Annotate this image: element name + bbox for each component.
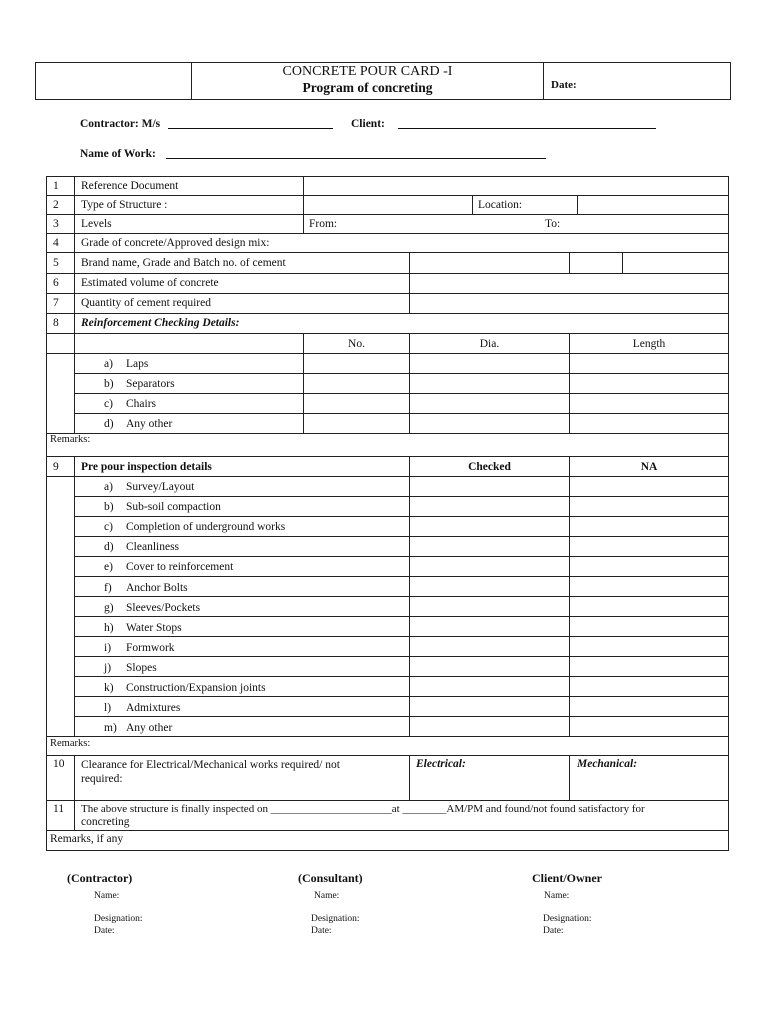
client-date-label: Date: — [543, 926, 564, 936]
hline — [46, 433, 729, 434]
reinforcement-item-letter: a) — [104, 358, 113, 370]
row-number: 3 — [53, 218, 59, 230]
hline — [74, 716, 729, 717]
remarks-if-any-label: Remarks, if any — [50, 833, 124, 845]
inspection-item-letter: h) — [104, 621, 114, 634]
contractor-designation-label: Designation: — [94, 914, 143, 924]
col-header-dia: Dia. — [479, 338, 500, 350]
num-col-divider — [74, 755, 75, 830]
concrete-volume-label: Estimated volume of concrete — [81, 277, 219, 289]
inspection-item-label: Cover to reinforcement — [126, 561, 234, 574]
inspection-item-label: Survey/Layout — [126, 481, 195, 493]
reinforcement-item-letter: c) — [104, 398, 113, 410]
vline — [409, 755, 410, 800]
cement-quantity-label: Quantity of cement required — [81, 297, 211, 309]
inspection-item-letter: j) — [104, 661, 112, 674]
hline — [46, 800, 729, 801]
hline — [74, 656, 729, 657]
hline — [46, 353, 729, 354]
inspection-item-letter: g) — [104, 601, 114, 614]
contractor-field[interactable] — [168, 128, 333, 129]
reinforcement-item-label: Chairs — [126, 398, 157, 410]
electrical-label: Electrical: — [416, 758, 466, 770]
levels-label: Levels — [81, 218, 112, 230]
reference-document-label: Reference Document — [81, 180, 179, 192]
clearance-label: Clearance for Electrical/Mechanical works required/ not — [81, 759, 340, 771]
inspection-item-letter: f) — [104, 581, 112, 594]
hline — [46, 456, 729, 457]
consultant-name-label: Name: — [314, 891, 340, 901]
contractor-signature-heading: (Contractor) — [67, 871, 133, 885]
name-of-work-field[interactable] — [166, 158, 546, 159]
table-left-border — [46, 176, 47, 850]
hline — [46, 755, 729, 756]
inspection-item-letter: a) — [104, 481, 113, 493]
client-field[interactable] — [398, 128, 656, 129]
vline — [303, 176, 304, 233]
remarks-label: Remarks: — [50, 738, 91, 749]
contractor-date-label: Date: — [94, 926, 115, 936]
inspection-item-letter: i) — [104, 641, 112, 654]
row-number: 1 — [53, 180, 59, 192]
hline — [46, 176, 729, 177]
hline — [74, 596, 729, 597]
vline — [569, 755, 570, 800]
client-name-label: Name: — [544, 891, 570, 901]
inspection-item-label: Completion of underground works — [126, 521, 286, 534]
consultant-signature-heading: (Consultant) — [298, 871, 363, 885]
num-col-divider — [74, 456, 75, 736]
row-number: 9 — [53, 461, 59, 473]
hline — [46, 313, 729, 314]
inspection-item-letter: k) — [104, 682, 114, 694]
header-divider-2 — [543, 62, 544, 99]
contractor-label: Contractor: M/s — [80, 118, 161, 130]
hline — [74, 373, 729, 374]
hline — [74, 576, 729, 577]
vline — [472, 195, 473, 214]
pre-pour-heading: Pre pour inspection details — [81, 461, 212, 473]
inspection-item-label: Sub-soil compaction — [126, 501, 221, 514]
inspection-item-letter: c) — [104, 521, 113, 534]
hline — [46, 830, 729, 831]
inspection-item-letter: e) — [104, 561, 113, 574]
inspection-item-letter: m) — [104, 722, 117, 735]
reinforcement-item-letter: b) — [104, 378, 114, 390]
clearance-label-cont: required: — [81, 773, 123, 785]
inspection-item-label: Construction/Expansion joints — [126, 682, 266, 694]
final-inspection-text-cont: concreting — [81, 816, 130, 828]
vline — [622, 252, 623, 273]
reinforcement-item-letter: d) — [104, 418, 114, 430]
checked-header: Checked — [468, 461, 511, 473]
hline — [74, 496, 729, 497]
reinforcement-item-label: Any other — [126, 418, 173, 430]
page-title: CONCRETE POUR CARD -I — [282, 64, 453, 79]
client-designation-label: Designation: — [543, 914, 592, 924]
reinforcement-item-label: Separators — [126, 378, 175, 390]
vline — [569, 252, 570, 273]
hline — [74, 413, 729, 414]
col-header-no: No. — [348, 338, 365, 350]
hline — [74, 696, 729, 697]
row-number: 5 — [53, 257, 59, 269]
inspection-item-letter: b) — [104, 501, 114, 514]
client-signature-heading: Client/Owner — [532, 871, 602, 885]
date-label: Date: — [551, 79, 577, 91]
levels-from-label: From: — [309, 218, 338, 230]
row-number: 2 — [53, 199, 59, 211]
reinforcement-item-label: Laps — [126, 358, 149, 370]
inspection-item-label: Anchor Bolts — [126, 581, 188, 594]
cement-brand-label: Brand name, Grade and Batch no. of cement — [81, 257, 286, 269]
hline — [46, 333, 729, 334]
hline — [46, 252, 729, 253]
na-header: NA — [640, 461, 658, 473]
vline — [409, 252, 410, 313]
consultant-designation-label: Designation: — [311, 914, 360, 924]
final-inspection-text: The above structure is finally inspected on ______________________at ________AM/PM and found/not found satisfactory for — [81, 803, 645, 815]
row-number: 11 — [53, 803, 65, 815]
inspection-item-label: Any other — [126, 722, 173, 735]
levels-to-label: To: — [545, 218, 561, 230]
location-label: Location: — [478, 199, 523, 211]
hline — [74, 516, 729, 517]
hline — [46, 736, 729, 737]
page-subtitle: Program of concreting — [302, 80, 433, 95]
inspection-item-label: Slopes — [126, 661, 157, 674]
row-number: 8 — [53, 317, 59, 329]
table-right-border — [728, 176, 729, 850]
name-of-work-label: Name of Work: — [80, 148, 156, 160]
inspection-item-label: Cleanliness — [126, 541, 180, 554]
row-number: 10 — [53, 758, 65, 770]
inspection-item-label: Admixtures — [126, 702, 181, 715]
inspection-item-letter: d) — [104, 541, 114, 554]
inspection-item-label: Sleeves/Pockets — [126, 601, 201, 614]
row-number: 7 — [53, 297, 59, 309]
hline — [46, 850, 729, 851]
reinforcement-heading: Reinforcement Checking Details: — [81, 317, 240, 329]
hline — [74, 676, 729, 677]
col-header-length: Length — [632, 338, 666, 350]
contractor-name-label: Name: — [94, 891, 120, 901]
mechanical-label: Mechanical: — [577, 758, 638, 770]
client-label: Client: — [351, 118, 385, 130]
remarks-label: Remarks: — [50, 434, 91, 445]
consultant-date-label: Date: — [311, 926, 332, 936]
num-col-divider — [74, 176, 75, 433]
hline — [74, 556, 729, 557]
row-number: 4 — [53, 237, 59, 249]
hline — [74, 616, 729, 617]
inspection-item-letter: l) — [104, 702, 112, 715]
hline — [46, 293, 729, 294]
row-number: 6 — [53, 277, 59, 289]
inspection-item-label: Formwork — [126, 641, 175, 654]
hline — [46, 273, 729, 274]
grade-of-concrete-label: Grade of concrete/Approved design mix: — [81, 237, 270, 249]
type-of-structure-label: Type of Structure : — [81, 199, 168, 211]
inspection-item-label: Water Stops — [126, 621, 182, 634]
hline — [74, 393, 729, 394]
hline — [46, 214, 729, 215]
hline — [74, 536, 729, 537]
hline — [46, 195, 729, 196]
vline — [577, 195, 578, 214]
hline — [46, 476, 729, 477]
vline — [569, 456, 570, 736]
hline — [74, 636, 729, 637]
hline — [46, 233, 729, 234]
vline — [409, 456, 410, 736]
